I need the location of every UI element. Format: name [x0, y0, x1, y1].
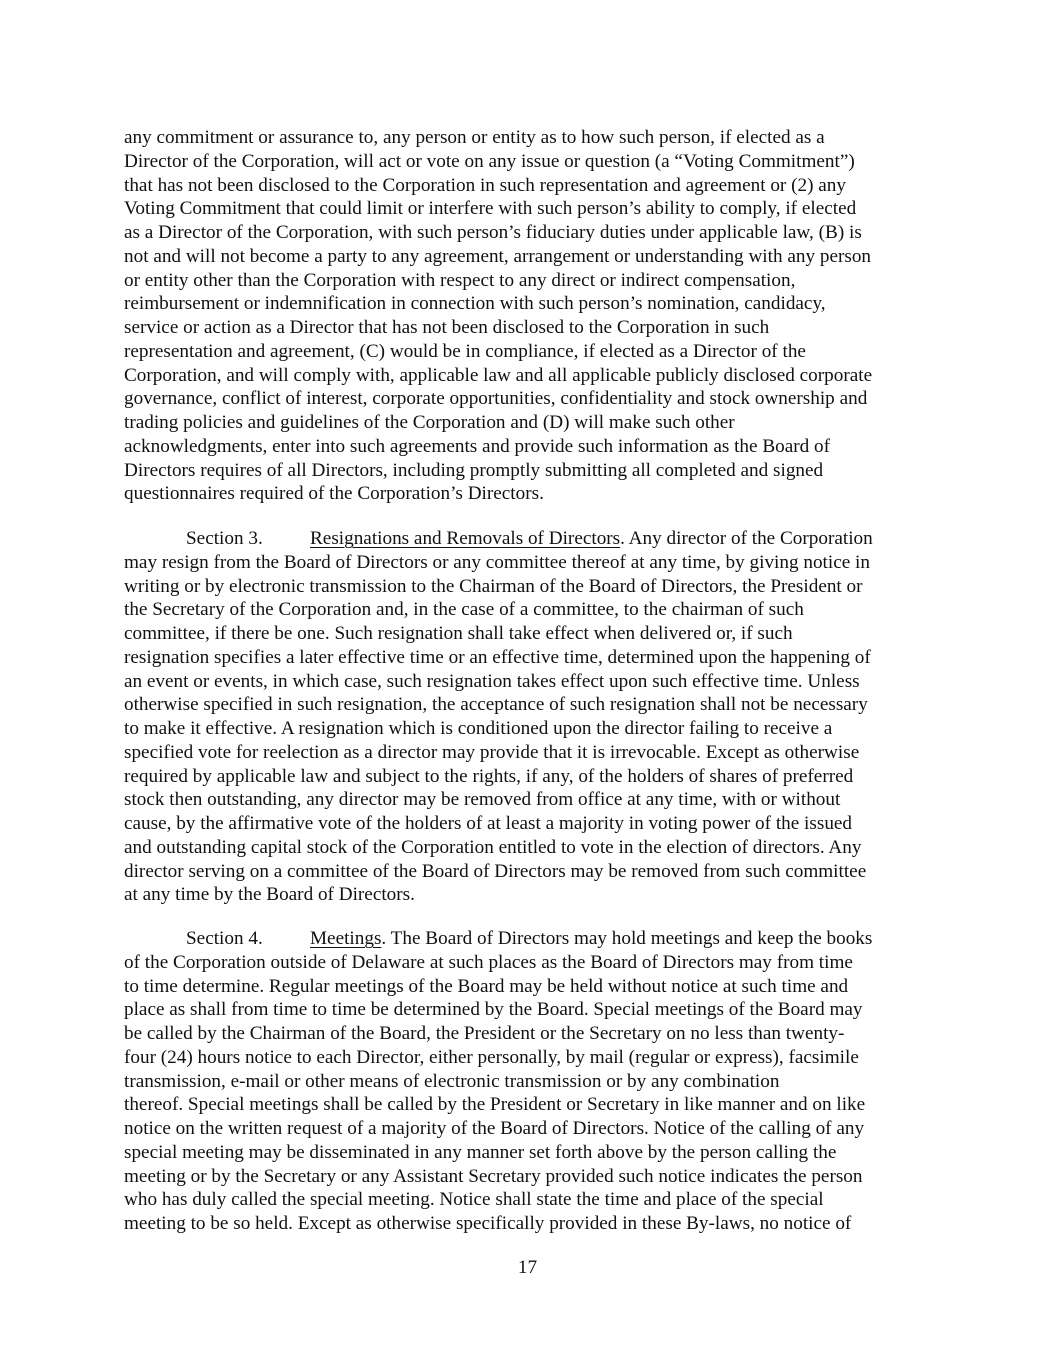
- section-heading: Meetings: [310, 928, 382, 949]
- paragraph-line: acknowledgments, enter into such agreements and provide such information as the Board of: [124, 435, 831, 457]
- paragraph-line: representation and agreement, (C) would be in compliance, if elected as a Director of the: [124, 340, 806, 362]
- paragraph-line: not and will not become a party to any agreement, arrangement or understanding with any person: [124, 245, 872, 267]
- paragraph-line: as a Director of the Corporation, with such person’s fiduciary duties under applicable law, (B) is: [124, 222, 862, 243]
- paragraph-line: be called by the Chairman of the Board, the President or the Secretary on no less than twenty-: [124, 1023, 845, 1044]
- paragraph-line: committee, if there be one. Such resignation shall take effect when delivered or, if such: [124, 623, 793, 644]
- paragraph-line: special meeting may be disseminated in any manner set forth above by the person calling the: [124, 1141, 837, 1163]
- paragraph-line: Corporation, and will comply with, applicable law and all applicable publicly disclosed corporate: [124, 364, 873, 386]
- paragraph-line: to make it effective. A resignation which is conditioned upon the director failing to receive a: [124, 718, 833, 739]
- paragraph-line: may resign from the Board of Directors or any committee thereof at any time, by giving notice in: [124, 551, 870, 573]
- paragraph-line: otherwise specified in such resignation, the acceptance of such resignation shall not be necessary: [124, 694, 868, 716]
- paragraph-line: reimbursement or indemnification in connection with such person’s nomination, candidacy,: [124, 293, 826, 315]
- paragraph-line: cause, by the affirmative vote of the holders of at least a majority in voting power of the issued: [124, 813, 853, 834]
- paragraph-line: any commitment or assurance to, any person or entity as to how such person, if elected as a: [124, 127, 825, 148]
- paragraph-line: Directors requires of all Directors, including promptly submitting all completed and signed: [124, 459, 824, 481]
- paragraph-line: governance, conflict of interest, corporate opportunities, confidentiality and stock ownership and: [124, 388, 868, 410]
- paragraph-line: or entity other than the Corporation with respect to any direct or indirect compensation,: [124, 269, 796, 291]
- paragraph-line: who has duly called the special meeting. Notice shall state the time and place of the special: [124, 1189, 824, 1211]
- paragraph-line: notice on the written request of a majority of the Board of Directors. Notice of the calling of any: [124, 1118, 865, 1139]
- paragraph-text: . Any director of the Corporation: [620, 528, 873, 549]
- paragraph-line: Voting Commitment that could limit or interfere with such person’s ability to comply, if elected: [124, 198, 857, 220]
- paragraph-line: trading policies and guidelines of the Corporation and (D) will make such other: [124, 412, 735, 433]
- paragraph-line: writing or by electronic transmission to the Chairman of the Board of Directors, the President or: [124, 575, 863, 597]
- section-4-first-line: [186, 927, 872, 951]
- paragraph-line: place as shall from time to time be determined by the Board. Special meetings of the Board may: [124, 999, 863, 1021]
- paragraph-line: the Secretary of the Corporation and, in the case of a committee, to the chairman of such: [124, 599, 804, 621]
- paragraph-line: specified vote for reelection as a director may provide that it is irrevocable. Except as otherwise: [124, 741, 860, 763]
- section-number: Section 3.: [186, 528, 263, 549]
- paragraph-line: thereof. Special meetings shall be called by the President or Secretary in like manner and on like: [124, 1094, 866, 1116]
- paragraph-line: transmission, e-mail or other means of electronic transmission or by any combination: [124, 1070, 780, 1092]
- paragraph-line: four (24) hours notice to each Director, either personally, by mail (regular or express), facsimile: [124, 1046, 859, 1068]
- paragraph-line: stock then outstanding, any director may be removed from office at any time, with or without: [124, 789, 841, 811]
- paragraph-line: questionnaires required of the Corporation’s Directors.: [124, 483, 544, 505]
- paragraph-line: meeting to be so held. Except as otherwise specifically provided in these By-laws, no notice of: [124, 1213, 852, 1234]
- paragraph-line: at any time by the Board of Directors.: [124, 884, 415, 906]
- section-3-first-line: [186, 527, 873, 551]
- paragraph-line: service or action as a Director that has not been disclosed to the Corporation in such: [124, 317, 770, 338]
- paragraph-line: Director of the Corporation, will act or vote on any issue or question (a “Voting Commitment”): [124, 150, 855, 172]
- paragraph-line: of the Corporation outside of Delaware at such places as the Board of Directors may from time: [124, 951, 853, 973]
- paragraph-text: . The Board of Directors may hold meetings and keep the books: [381, 928, 873, 949]
- paragraph-line: that has not been disclosed to the Corporation in such representation and agreement or (2) any: [124, 174, 846, 196]
- section-number: Section 4.: [186, 928, 263, 949]
- section-heading: Resignations and Removals of Directors: [310, 528, 621, 549]
- paragraph-line: resignation specifies a later effective time or an effective time, determined upon the happening of: [124, 646, 871, 668]
- paragraph-line: director serving on a committee of the Board of Directors may be removed from such committee: [124, 860, 867, 882]
- paragraph-line: meeting or by the Secretary or any Assistant Secretary provided such notice indicates the person: [124, 1165, 863, 1187]
- paragraph-line: an event or events, in which case, such resignation takes effect upon such effective time. Unless: [124, 670, 860, 692]
- paragraph-line: and outstanding capital stock of the Corporation entitled to vote in the election of directors. Any: [124, 836, 862, 858]
- paragraph-line: required by applicable law and subject to the rights, if any, of the holders of shares of preferred: [124, 765, 854, 787]
- paragraph-line: to time determine. Regular meetings of the Board may be held without notice at such time and: [124, 975, 849, 997]
- page-number: 17: [517, 1257, 538, 1278]
